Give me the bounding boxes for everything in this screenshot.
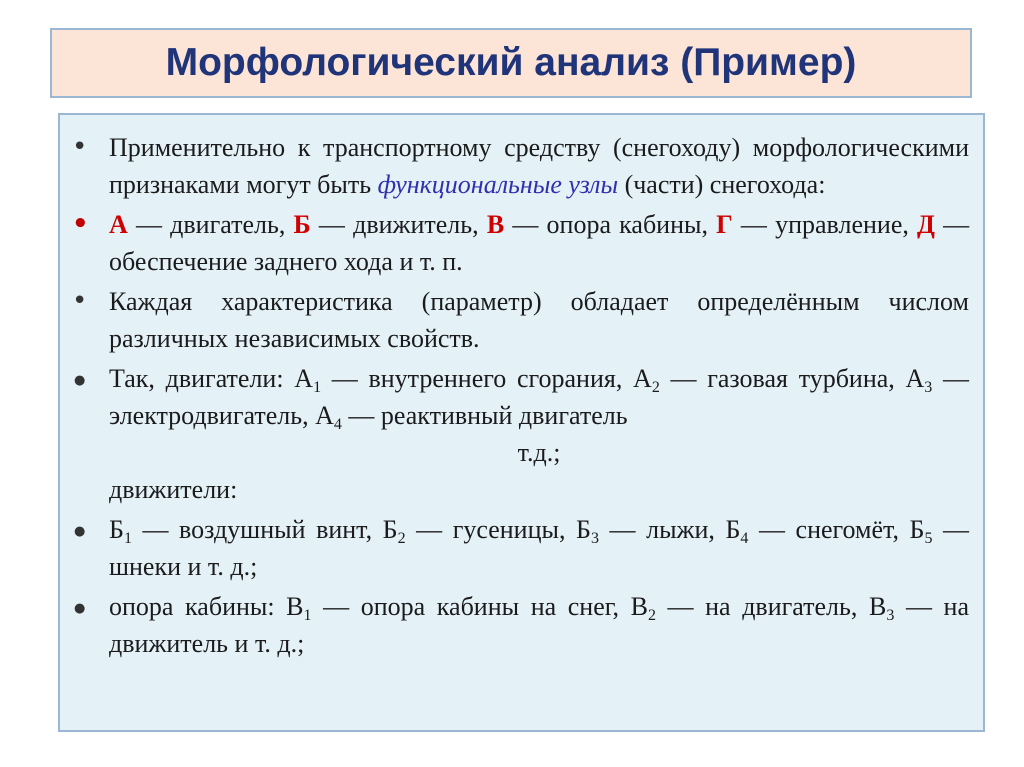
b5-part: — воздушный винт, Б (131, 515, 398, 544)
b1-text: Применительно к транспортному средству (снегоходу) морфологическими признаками могут быть (109, 133, 969, 199)
b4-movers: движители: (109, 475, 238, 504)
b6-part: — на двигатель, В (655, 592, 887, 621)
b4-part: — реактивный двигатель (341, 401, 628, 430)
bullet-1 (60, 129, 969, 203)
bullet-dot: ● (74, 373, 86, 388)
b-text: — движитель, (318, 210, 479, 239)
b5-part: — гусеницы, Б (405, 515, 591, 544)
bullet-dot-red: • (72, 209, 89, 239)
slide-title: Морфологический анализ (Пример) (165, 41, 857, 84)
b6-part: опора кабины: В (109, 592, 304, 621)
bullet-dot: • (72, 132, 88, 162)
b3-text: Каждая характеристика (параметр) обладает определённым числом различных независимых свойств. (109, 287, 969, 353)
subscript: 2 (647, 607, 656, 624)
bullet-dot: • (72, 286, 88, 316)
subscript: 5 (924, 530, 933, 547)
bullet-4 (60, 360, 969, 508)
bullet-dot: ● (74, 524, 86, 539)
letter-g: Г (716, 210, 733, 239)
bullet-2 (60, 206, 969, 280)
b4-part: — электродвигатель, А (109, 364, 969, 430)
bullet-3 (60, 283, 969, 357)
subscript: 3 (886, 607, 895, 624)
subscript: 3 (590, 530, 599, 547)
letter-b: Б (293, 210, 311, 239)
b1-text-end: (части) снегохода: (624, 170, 826, 199)
subscript: 1 (123, 530, 132, 547)
b4-td: т.д.; (517, 438, 561, 467)
letter-v: В (486, 210, 505, 239)
b4-part: — внутреннего сгорания, А (321, 364, 652, 393)
b6-part: — на движитель и т. д.; (109, 592, 970, 658)
subscript: 1 (303, 607, 312, 624)
a-text: — двигатель, (135, 210, 286, 239)
b4-part: Так, двигатели: А (109, 364, 314, 393)
subscript: 1 (313, 379, 322, 396)
bullet-dot: ● (74, 601, 86, 616)
subscript: 4 (740, 530, 749, 547)
title-box (50, 28, 972, 98)
b5-part: Б (109, 515, 124, 544)
v-text: — опора кабины, (512, 210, 708, 239)
b6-part: — опора кабины на снег, В (311, 592, 648, 621)
b1-emphasis: функциональные узлы (377, 170, 619, 199)
bullet-6 (60, 588, 969, 662)
b5-part: — лыжи, Б (598, 515, 741, 544)
b5-part: — снегомёт, Б (748, 515, 925, 544)
subscript: 3 (924, 379, 933, 396)
bullet-5 (60, 511, 969, 585)
subscript: 2 (651, 379, 660, 396)
g-text: — управление, (740, 210, 909, 239)
letter-d: Д (917, 210, 935, 239)
b4-part: — газовая турбина, А (659, 364, 925, 393)
subscript: 2 (397, 530, 406, 547)
d-text: — обеспечение заднего хода и т. п. (109, 210, 970, 276)
letter-a: А (109, 210, 128, 239)
content-box (58, 113, 985, 732)
subscript: 4 (333, 416, 342, 433)
b5-part: — шнеки и т. д.; (109, 515, 969, 581)
